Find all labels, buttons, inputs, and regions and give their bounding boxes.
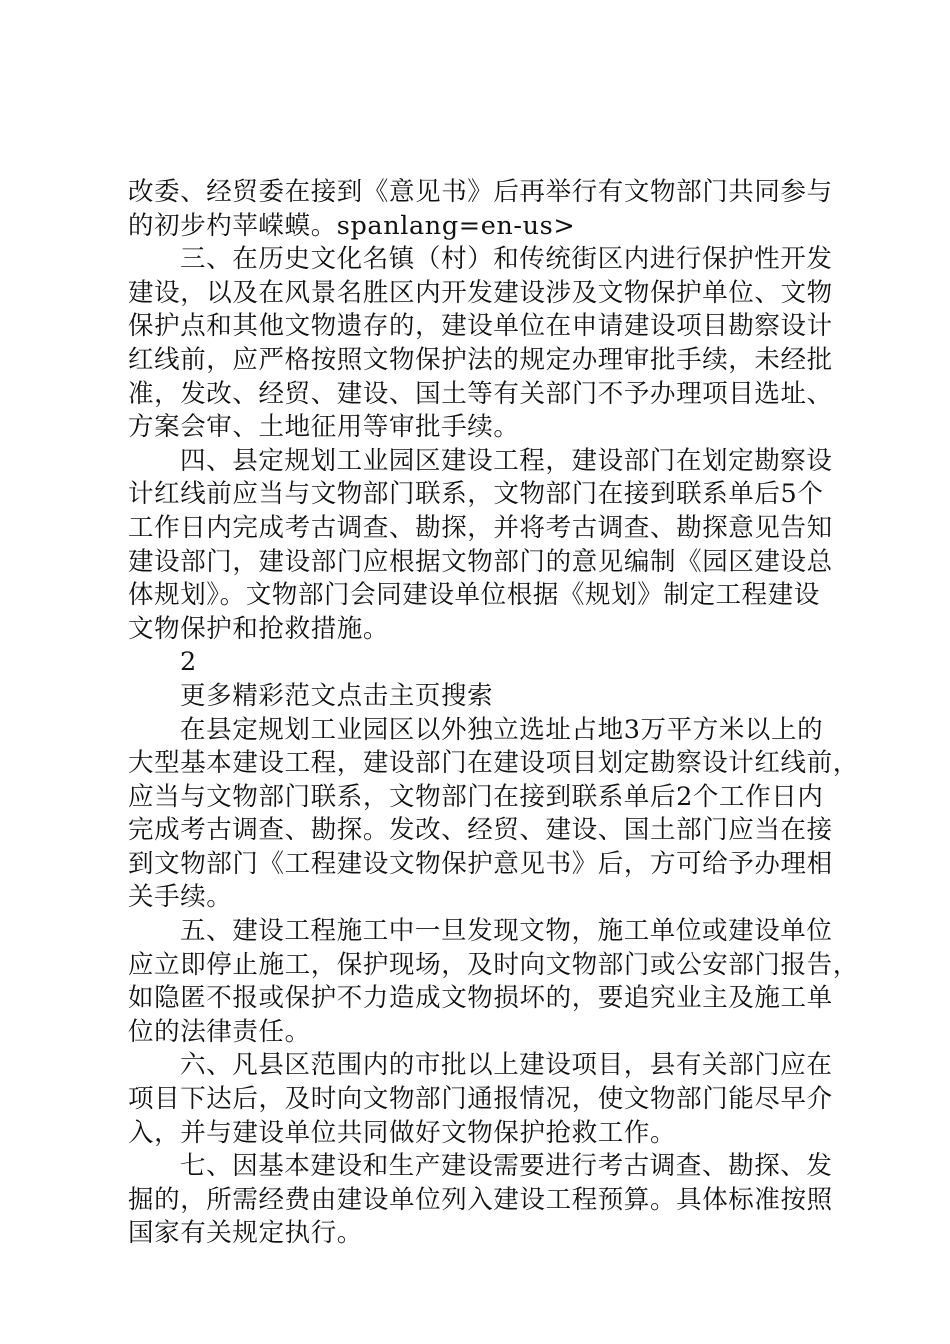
text-line: 准，发改、经贸、建设、国土等有关部门不予办理项目选址、 — [128, 378, 833, 409]
paragraph-start-line: 七、因基本建设和生产建设需要进行考古调查、勘探、发 — [180, 1151, 833, 1182]
text-line: 建设部门，建设部门应根据文物部门的意见编制《园区建设总 — [128, 546, 833, 577]
document-body — [128, 176, 859, 1251]
promo-text-line: 更多精彩范文点击主页搜索 — [180, 680, 494, 711]
text-line: 入，并与建设单位共同做好文物保护抢救工作。 — [128, 1117, 677, 1148]
text-line: 应立即停止施工，保护现场，及时向文物部门或公安部门报告， — [128, 949, 859, 980]
text-line: 保护点和其他文物遗存的，建设单位在申请建设项目勘察设计 — [128, 311, 833, 342]
paragraph-start-line: 五、建设工程施工中一旦发现文物，施工单位或建设单位 — [180, 916, 833, 947]
text-line: 到文物部门《工程建设文物保护意见书》后，方可给予办理相 — [128, 848, 833, 879]
paragraph-start-line: 在县定规划工业园区以外独立选址占地3万平方米以上的 — [180, 714, 824, 745]
text-line: 方案会审、土地征用等审批手续。 — [128, 412, 520, 443]
paragraph-start-line: 六、凡县区范围内的市批以上建设项目，县有关部门应在 — [180, 1050, 833, 1081]
text-line: 应当与文物部门联系，文物部门在接到联系单后2个工作日内 — [128, 781, 824, 812]
text-line: 文物保护和抢救措施。 — [128, 613, 390, 644]
text-line: 完成考古调查、勘探。发改、经贸、建设、国土部门应当在接 — [128, 815, 833, 846]
text-line: 的初步杓苹嵘蟆。spanlang=en-us> — [128, 210, 576, 241]
paragraph-start-line: 三、在历史文化名镇（村）和传统街区内进行保护性开发 — [180, 244, 833, 275]
page-number: 2 — [180, 647, 197, 678]
paragraph-start-line: 四、县定规划工业园区建设工程，建设部门在划定勘察设 — [180, 445, 833, 476]
text-line: 计红线前应当与文物部门联系，文物部门在接到联系单后5个 — [128, 479, 824, 510]
text-line: 项目下达后，及时向文物部门通报情况，使文物部门能尽早介 — [128, 1084, 833, 1115]
text-line: 大型基本建设工程，建设部门在建设项目划定勘察设计红线前， — [128, 748, 859, 779]
text-line: 国家有关规定执行。 — [128, 1218, 363, 1249]
text-line: 工作日内完成考古调查、勘探，并将考古调查、勘探意见告知 — [128, 512, 833, 543]
text-line: 红线前，应严格按照文物保护法的规定办理审批手续，未经批 — [128, 344, 833, 375]
text-line: 如隐匿不报或保护不力造成文物损坏的，要追究业主及施工单 — [128, 983, 833, 1014]
text-line: 关手续。 — [128, 882, 233, 913]
text-line: 改委、经贸委在接到《意见书》后再举行有文物部门共同参与 — [128, 177, 833, 207]
text-line: 建设，以及在风景名胜区内开发建设涉及文物保护单位、文物 — [128, 277, 833, 308]
text-line: 掘的，所需经费由建设单位列入建设工程预算。具体标准按照 — [128, 1184, 833, 1215]
text-line: 体规划》。文物部门会同建设单位根据《规划》制定工程建设 — [128, 580, 820, 611]
text-line: 位的法律责任。 — [128, 1016, 311, 1047]
